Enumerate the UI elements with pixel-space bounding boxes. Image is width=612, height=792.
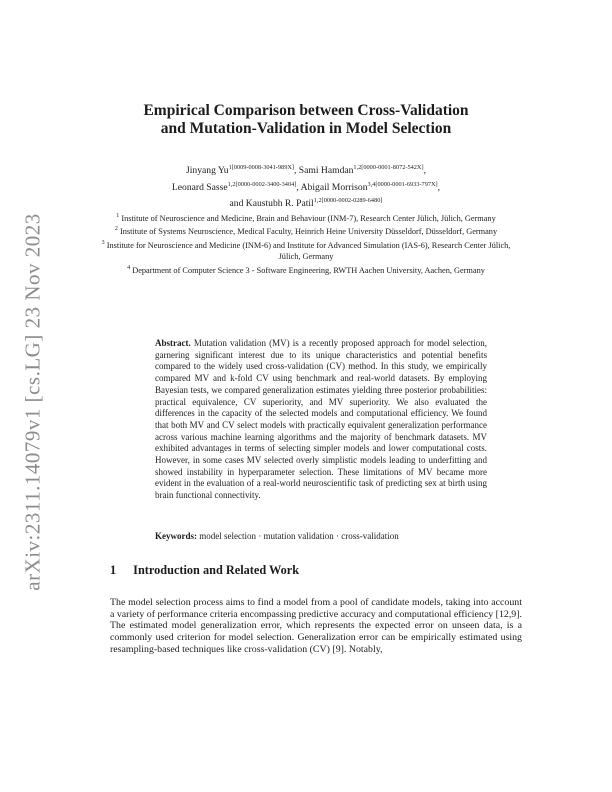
author-line: Jinyang $Yu^{1[0009-0008-3041-989X]}$, Sami Hamdan$^{1,2[0000-0001-8072-542X]}$,: [186, 164, 426, 177]
affiliation: $^2$ Institute of Systems Neuroscience, Medical Faculty, Heinrich Heine University Düsseldorf, Düsseldorf, Germany: [114, 226, 498, 237]
affiliation-marker: 3: [101, 239, 105, 246]
paper-title: [0, 102, 612, 138]
author-orcid: 1,2[0000-0002-0289-6480]: [313, 197, 383, 205]
author-lines: [0, 161, 612, 211]
author-name: Jinyang Yu: [186, 165, 229, 177]
section-title: Introduction and Related Work: [133, 563, 300, 577]
affiliation-marker: 2: [114, 226, 118, 233]
affiliation-marker: 1: [116, 213, 120, 219]
affiliation: $^1$ Institute of Neuroscience and Medicine, Brain and Behaviour (INM-7), Research Center Jülich, Jülich, Germany: [116, 213, 496, 223]
author-orcid: 1,2[0000-0002-3400-3404]: [227, 180, 297, 188]
affiliations: [96, 211, 516, 277]
keywords-text: model selection · mutation validation · cross-validation: [197, 531, 399, 541]
abstract-text: Mutation validation (MV) is a recently proposed approach for model selection, garnering significant interest due to its unique characteristics and potential benefits compared to the widely used cross-validation (CV) method. In this study, we empirically compared MV and k-fold CV using benchmark and real-world datasets. By employing Bayesian tests, we compared generalization estimates yielding three posterior probabilities: practical equivalence, CV superiority, and MV superiority. We also evaluated the differences in the capacity of the selected models and computational efficiency. We found that both MV and CV select models with practically equivalent generalization performance across various machine learning algorithms and the majority of benchmark datasets. MV exhibited advantages in terms of selecting simpler models and lower computational costs. However, in some cases MV selected overly simplistic models leading to underfitting and showed instability in hyperparameter selection. These limitations of MV became more evident in the evaluation of a real-world neuroscientific task of predicting sex at birth using brain functional connectivity.: [155, 338, 487, 501]
author-name: and Kaustubh R. Patil: [229, 198, 314, 210]
arxiv-watermark: arXiv:2311.14079v1 [cs.LG] 23 Nov 2023: [20, 213, 45, 591]
keywords: [155, 531, 487, 543]
section-heading: [110, 563, 520, 578]
keywords-label: Keywords:: [155, 531, 197, 541]
affiliation: $^4$ Department of Computer Science 3 - Software Engineering, RWTH Aachen University, Aachen, Germany: [127, 265, 485, 275]
author-orcid: 3,4[0000-0001-6933-797X]: [367, 180, 438, 188]
author-name: Sami Hamdan: [298, 165, 354, 177]
author-orcid: 1,2[0000-0001-8072-542X]: [353, 164, 424, 171]
abstract-label: Abstract.: [155, 338, 191, 348]
affiliation: $^3$ Institute for Neuroscience and Medicine (INM-6) and Institute for Advanced Simulation (IAS-6), Research Center Jülich, Jülich, Germany: [101, 239, 511, 262]
abstract: [155, 338, 487, 502]
paper-title-line1: Empirical Comparison between Cross-Validation: [143, 102, 469, 119]
author-orcid: 1[0009-0008-3041-989X]: [228, 164, 294, 171]
author-name: Abigail Morrison: [300, 181, 368, 193]
author-line: Leonard Sasse$^{1,2[0000-0002-3400-3404]}$, Abigail Morrison$^{3,4[0000-0001-6933-797X]}$,: [171, 180, 441, 193]
intro-paragraph: The model selection process aims to find a model from a pool of candidate models, taking into account a variety of performance criteria encompassing predictive accuracy and computational efficiency [12,9]. The estimated model generalization error, which represents the expected error on unseen data, is a commonly used criterion for model selection. Generalization error can be empirically estimated using resampling-based techniques like cross-validation (CV) [9]. Notably,: [110, 597, 522, 655]
paper-title-line2: and Mutation-Validation in Model Selection: [160, 120, 452, 137]
affiliation-marker: 4: [127, 265, 131, 272]
author-line: [0, 194, 612, 211]
author-name: Leonard Sasse: [171, 181, 228, 193]
section-number: 1: [110, 563, 117, 577]
